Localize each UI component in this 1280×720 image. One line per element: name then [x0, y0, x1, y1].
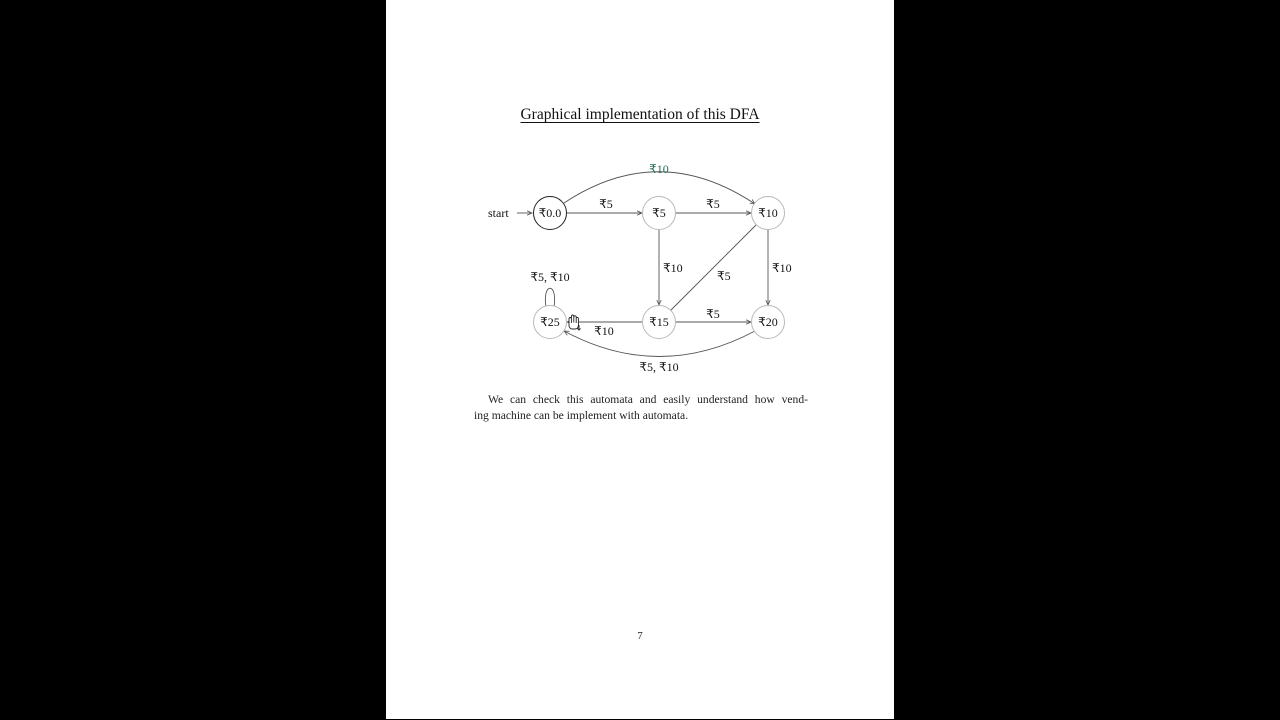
state-s10-label: ₹10 — [758, 206, 778, 220]
label-s10-s20: ₹10 — [772, 261, 792, 275]
label-s0-s10: ₹10 — [649, 162, 669, 176]
paragraph-line-2: ing machine can be implement with automata. — [474, 409, 689, 422]
state-s5-label: ₹5 — [652, 206, 666, 220]
state-s15 — [643, 306, 676, 339]
state-s10 — [752, 197, 785, 230]
label-s15-s20: ₹5 — [706, 307, 720, 321]
label-s5-s15: ₹10 — [663, 261, 683, 275]
document-page — [386, 0, 894, 719]
paragraph-line-1: We can check this automata and easily understand how vend- — [488, 393, 808, 406]
label-s10-s15: ₹5 — [717, 269, 731, 283]
state-s20 — [752, 306, 785, 339]
state-s15-label: ₹15 — [649, 315, 669, 329]
label-s5-s10: ₹5 — [706, 197, 720, 211]
page-number: 7 — [637, 630, 643, 642]
label-s0-s5: ₹5 — [599, 197, 613, 211]
state-s0 — [534, 197, 567, 230]
dfa-diagram — [386, 0, 894, 719]
body-paragraph — [474, 392, 808, 424]
hand-cursor-icon — [569, 315, 581, 330]
label-s20-s25: ₹5, ₹10 — [639, 360, 679, 374]
state-s0-label: ₹0.0 — [538, 206, 562, 220]
state-s20-label: ₹20 — [758, 315, 778, 329]
edge-s25-self — [545, 288, 554, 307]
start-label: start — [488, 206, 509, 220]
label-s25-self: ₹5, ₹10 — [530, 270, 570, 284]
state-s25-label: ₹25 — [540, 315, 560, 329]
state-s25 — [534, 306, 567, 339]
state-s5 — [643, 197, 676, 230]
label-s15-s25: ₹10 — [594, 324, 614, 338]
page-title: Graphical implementation of this DFA — [520, 106, 760, 123]
edge-s10-s15 — [670, 225, 756, 311]
